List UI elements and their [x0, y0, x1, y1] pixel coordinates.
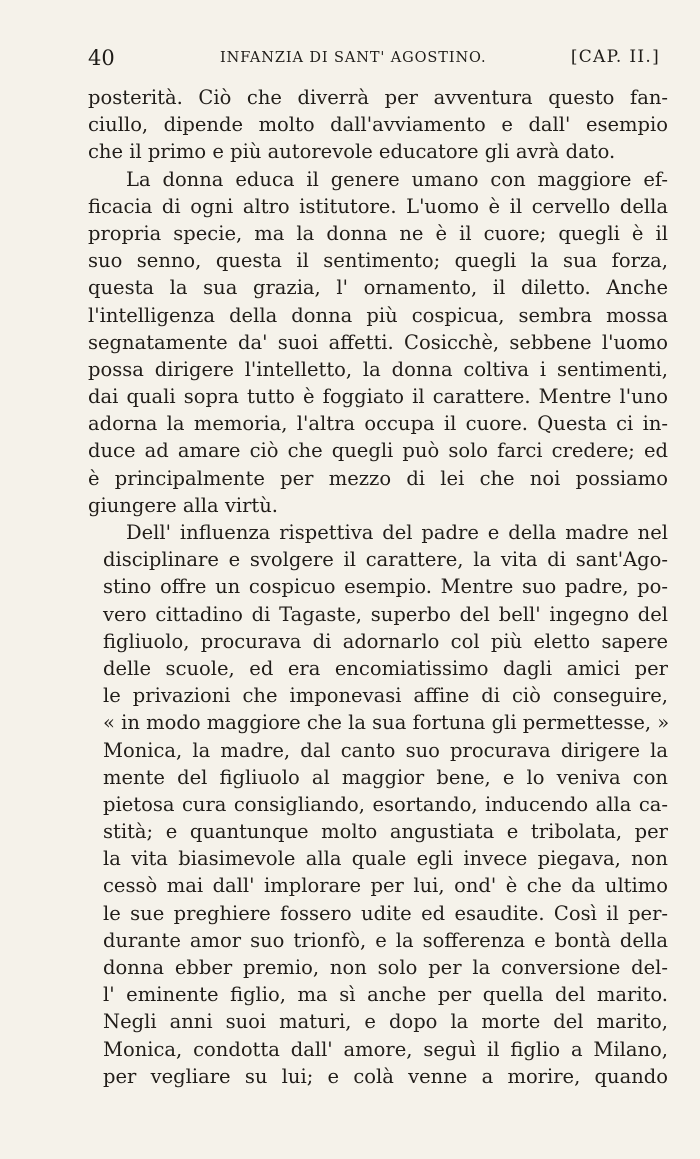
body-text — [88, 84, 668, 1090]
paragraph-1 — [88, 84, 668, 166]
text-line: disciplinare e svolgere il carattere, la vita di sant'Ago- — [103, 548, 668, 572]
page-header — [88, 46, 660, 76]
text-line: segnatamente da' suoi affetti. Cosicchè, sebbene l'uomo — [88, 330, 668, 354]
text-line: per vegliare su lui; e colà venne a morire, quando — [103, 1064, 668, 1088]
running-title: INFANZIA DI SANT' AGOSTINO. — [220, 50, 487, 66]
text-line: cessò mai dall' implorare per lui, ond' è che da ultimo — [103, 874, 668, 898]
text-line: giungere alla virtù. — [88, 493, 279, 517]
text-line: delle scuole, ed era encomiatissimo dagli amici per — [103, 656, 668, 680]
text-line: ciullo, dipende molto dall'avviamento e dall' esempio — [88, 113, 668, 137]
paragraph-2 — [88, 166, 668, 519]
text-line: Dell' influenza rispettiva del padre e della madre nel — [126, 521, 668, 544]
page-number: 40 — [88, 46, 115, 70]
text-line: questa la sua grazia, l' ornamento, il diletto. Anche — [88, 276, 668, 300]
text-line: che il primo e più autorevole educatore gli avrà dato. — [88, 140, 616, 164]
text-line: La donna educa il genere umano con maggiore ef- — [126, 167, 668, 191]
text-line: mente del figliuolo al maggior bene, e lo veniva con — [103, 765, 668, 789]
text-line: dai quali sopra tutto è foggiato il carattere. Mentre l'uno — [88, 385, 668, 409]
text-line: suo senno, questa il sentimento; quegli la sua forza, — [88, 249, 668, 273]
text-line: duce ad amare ciò che quegli può solo farci credere; ed — [88, 439, 668, 463]
text-line: Negli anni suoi maturi, e dopo la morte del marito, — [103, 1010, 668, 1034]
text-line: propria specie, ma la donna ne è il cuore; quegli è il — [88, 221, 668, 245]
text-line: le privazioni che imponevasi affine di ciò conseguire, — [103, 684, 668, 708]
text-line: pietosa cura consigliando, esortando, inducendo alla ca- — [103, 792, 668, 816]
text-line: donna ebber premio, non solo per la conversione del- — [103, 956, 668, 979]
text-line: la vita biasimevole alla quale egli invece piegava, non — [103, 847, 668, 871]
text-line: Monica, condotta dall' amore, seguì il figlio a Milano, — [103, 1037, 668, 1061]
text-line: durante amor suo trionfò, e la sofferenza e bontà della — [103, 928, 668, 952]
text-line: figliuolo, procurava di adornarlo col più eletto sapere — [103, 629, 668, 653]
text-line: stino offre un cospicuo esempio. Mentre suo padre, po- — [103, 575, 668, 599]
text-line: Monica, la madre, dal canto suo procurava dirigere la — [103, 738, 668, 762]
text-line: ficacia di ogni altro istitutore. L'uomo è il cervello della — [88, 194, 668, 218]
text-line: l'intelligenza della donna più cospicua, sembra mossa — [88, 303, 668, 327]
text-line: posterità. Ciò che diverrà per avventura questo fan- — [88, 86, 668, 109]
text-line: stità; e quantunque molto angustiata e tribolata, per — [103, 820, 668, 844]
text-line: « in modo maggiore che la sua fortuna gli permettesse, » — [103, 711, 670, 735]
text-line: vero cittadino di Tagaste, superbo del bell' ingegno del — [103, 602, 668, 626]
text-line: l' eminente figlio, ma sì anche per quella del marito. — [103, 983, 668, 1007]
paragraph-3 — [88, 519, 668, 1090]
text-line: è principalmente per mezzo di lei che noi possiamo — [88, 466, 668, 490]
chapter-label: [CAP. II.] — [570, 47, 660, 67]
text-line: possa dirigere l'intelletto, la donna coltiva i sentimenti, — [88, 357, 668, 381]
text-line: adorna la memoria, l'altra occupa il cuore. Questa ci in- — [88, 412, 668, 436]
text-line: le sue preghiere fossero udite ed esaudite. Così il per- — [103, 901, 668, 925]
